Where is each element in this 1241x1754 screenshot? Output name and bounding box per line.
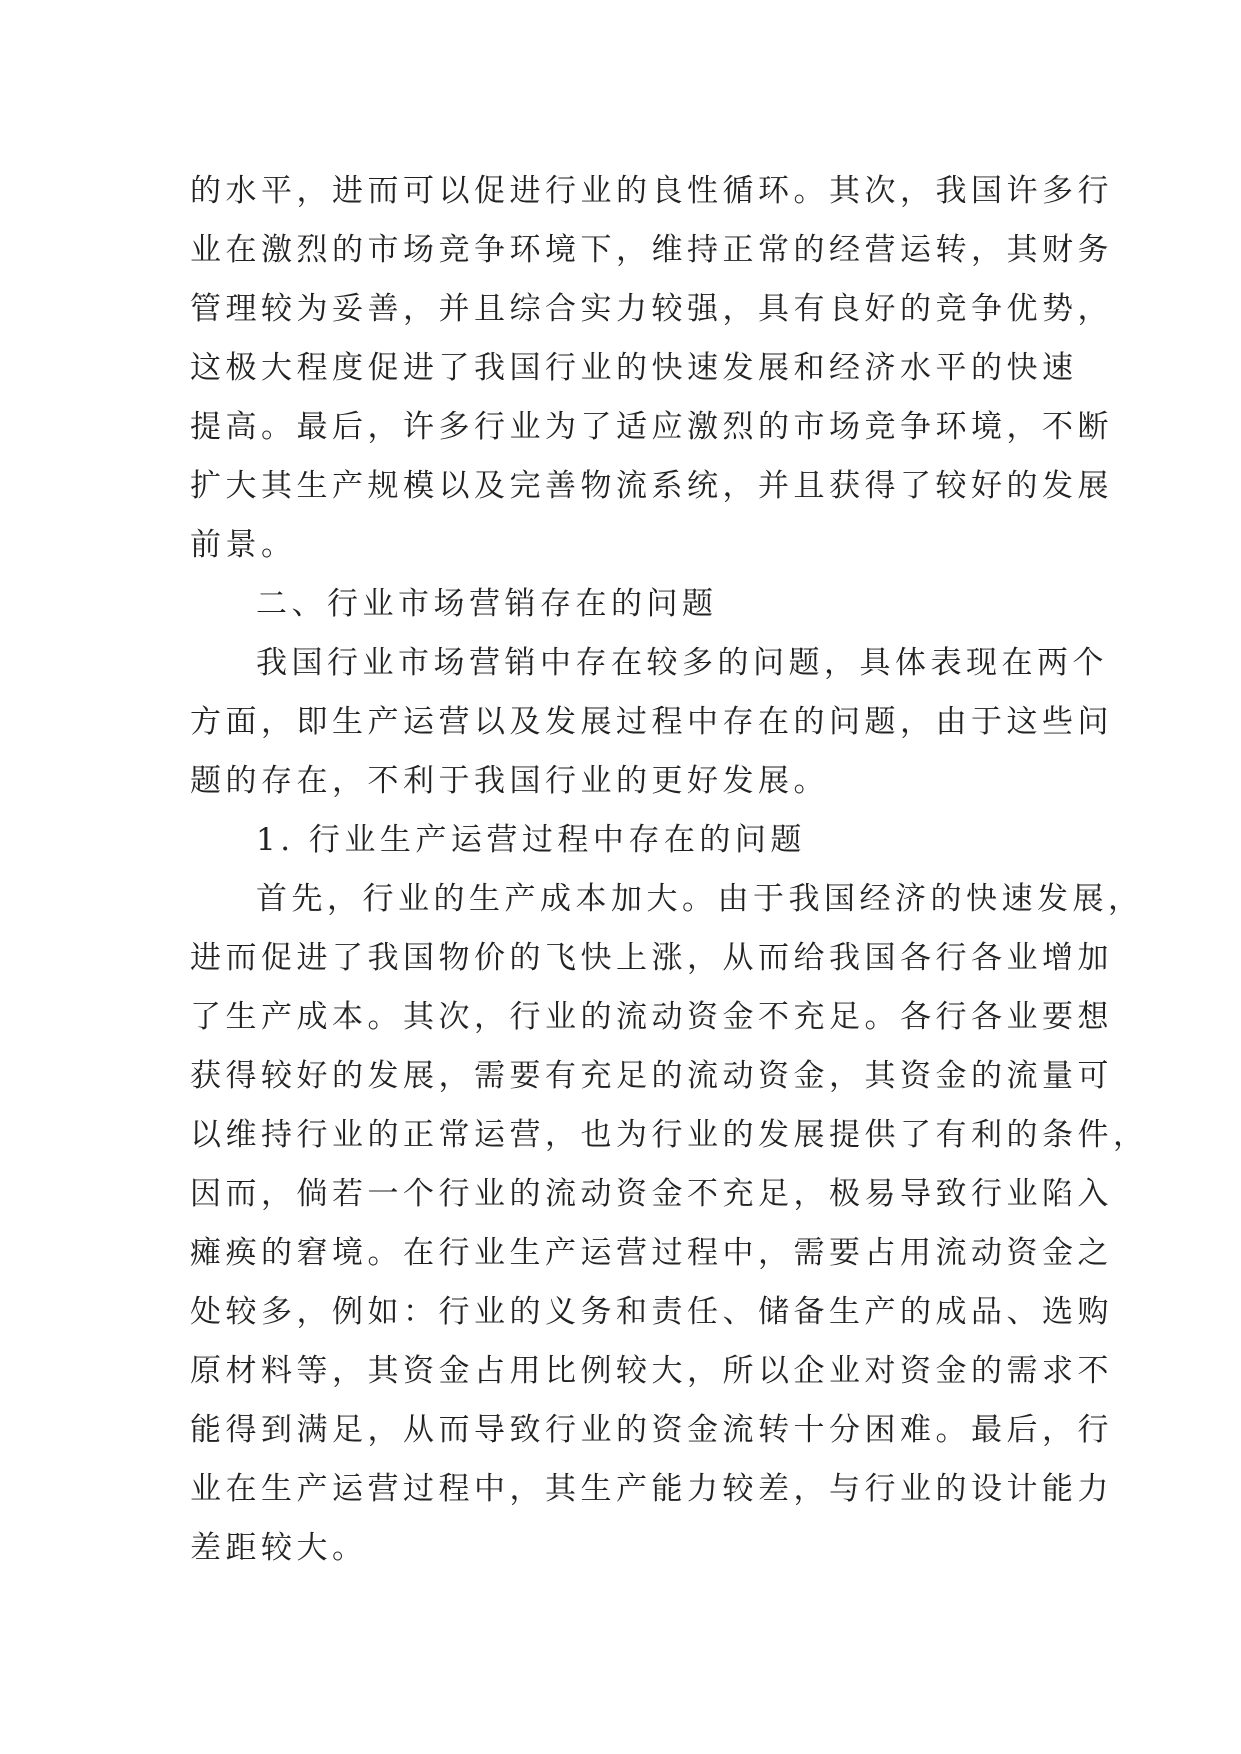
text-line: 获得较好的发展，需要有充足的流动资金，其资金的流量可 bbox=[190, 1058, 1113, 1094]
paragraph-subsection-body bbox=[190, 870, 1149, 1578]
text-line: 首先，行业的生产成本加大。由于我国经济的快速发展， bbox=[256, 881, 1144, 917]
text-line: 扩大其生产规模以及完善物流系统，并且获得了较好的发展 bbox=[190, 468, 1113, 504]
text-line: 以维持行业的正常运营，也为行业的发展提供了有利的条件， bbox=[190, 1117, 1149, 1153]
section-heading-text: 二、行业市场营销存在的问题 bbox=[256, 586, 718, 622]
text-line: 前景。 bbox=[190, 527, 297, 563]
text-line: 我国行业市场营销中存在较多的问题，具体表现在两个 bbox=[256, 645, 1108, 681]
text-line: 这极大程度促进了我国行业的快速发展和经济水平的快速 bbox=[190, 350, 1078, 386]
paragraph-intro-continuation bbox=[190, 162, 1113, 575]
subsection-heading bbox=[190, 811, 1052, 870]
text-line: 的水平，进而可以促进行业的良性循环。其次，我国许多行 bbox=[190, 173, 1113, 209]
text-line: 因而，倘若一个行业的流动资金不充足，极易导致行业陷入 bbox=[190, 1176, 1113, 1212]
document-body bbox=[190, 162, 1149, 1578]
text-line: 题的存在，不利于我国行业的更好发展。 bbox=[190, 763, 829, 799]
text-line: 瘫痪的窘境。在行业生产运营过程中，需要占用流动资金之 bbox=[190, 1235, 1113, 1271]
text-line: 差距较大。 bbox=[190, 1530, 368, 1566]
text-line: 原材料等，其资金占用比例较大，所以企业对资金的需求不 bbox=[190, 1353, 1113, 1389]
subsection-heading-text: 1. 行业生产运营过程中存在的问题 bbox=[256, 822, 806, 858]
text-line: 了生产成本。其次，行业的流动资金不充足。各行各业要想 bbox=[190, 999, 1113, 1035]
text-line: 管理较为妥善，并且综合实力较强，具有良好的竞争优势， bbox=[190, 291, 1113, 327]
text-line: 处较多，例如：行业的义务和责任、储备生产的成品、选购 bbox=[190, 1294, 1113, 1330]
text-line: 方面，即生产运营以及发展过程中存在的问题，由于这些问 bbox=[190, 704, 1113, 740]
text-line: 进而促进了我国物价的飞快上涨，从而给我国各行各业增加 bbox=[190, 940, 1113, 976]
paragraph-section-intro bbox=[190, 634, 1113, 811]
text-line: 业在生产运营过程中，其生产能力较差，与行业的设计能力 bbox=[190, 1471, 1113, 1507]
text-line: 业在激烈的市场竞争环境下，维持正常的经营运转，其财务 bbox=[190, 232, 1113, 268]
text-line: 提高。最后，许多行业为了适应激烈的市场竞争环境，不断 bbox=[190, 409, 1113, 445]
section-heading bbox=[190, 575, 1052, 634]
text-line: 能得到满足，从而导致行业的资金流转十分困难。最后，行 bbox=[190, 1412, 1113, 1448]
